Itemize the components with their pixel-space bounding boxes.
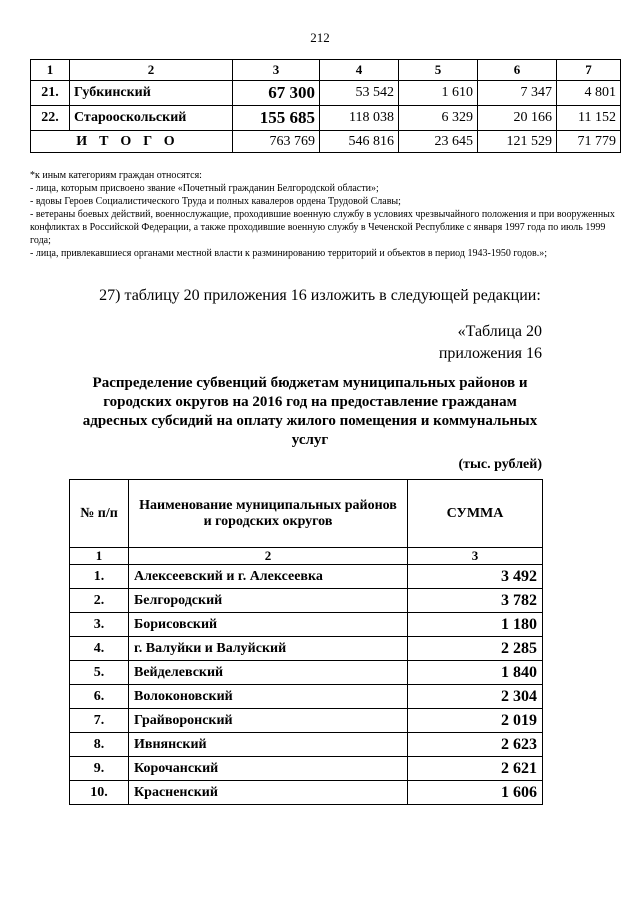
- value-cell: 67 300: [233, 81, 320, 106]
- sum-cell: 2 621: [408, 757, 543, 781]
- district-name: Корочанский: [129, 757, 408, 781]
- total-row: [31, 131, 621, 153]
- table-ref-line: «Таблица 20: [457, 323, 542, 340]
- header-cell: № п/п: [70, 480, 129, 548]
- sum-cell: 3 492: [408, 565, 543, 589]
- value-cell: 155 685: [233, 106, 320, 131]
- value-cell: 7 347: [478, 81, 557, 106]
- footnote-line: - лица, привлекавшиеся органами местной власти к разминированию территорий и объектов в период 1943-1950 годов.»;: [30, 248, 547, 259]
- sum-cell: 2 304: [408, 685, 543, 709]
- total-value: 763 769: [233, 131, 320, 153]
- row-number: 9.: [70, 757, 129, 781]
- total-value: 546 816: [320, 131, 399, 153]
- subheader-cell: 2: [129, 548, 408, 565]
- value-cell: 4 801: [557, 81, 621, 106]
- header-cell: 4: [320, 60, 399, 81]
- table-row: [70, 661, 543, 685]
- header-cell: 2: [70, 60, 233, 81]
- value-cell: 11 152: [557, 106, 621, 131]
- district-name: Старооскольский: [70, 106, 233, 131]
- district-name: Губкинский: [70, 81, 233, 106]
- table-row: [70, 589, 543, 613]
- table-row: [70, 733, 543, 757]
- table-row: [70, 613, 543, 637]
- header-cell: 7: [557, 60, 621, 81]
- header-cell: 1: [31, 60, 70, 81]
- value-cell: 6 329: [399, 106, 478, 131]
- sum-cell: 1 840: [408, 661, 543, 685]
- table-row: [70, 685, 543, 709]
- footnote-line: - ветераны боевых действий, военнослужащие, проходившие военную службу в условиях чрезвычайного положения и при вооруженных конфликтах в Российской Федерации, а также проходившие военную службу в Чеченской Республике с января 1997 года по июль 1999 года;: [30, 209, 615, 246]
- table-row: [31, 81, 621, 106]
- sum-cell: 1 606: [408, 781, 543, 805]
- header-cell: 5: [399, 60, 478, 81]
- table-subheader-row: [70, 548, 543, 565]
- row-number: 22.: [31, 106, 70, 131]
- page-number: 212: [310, 30, 330, 45]
- table-header-row: [31, 60, 621, 81]
- value-cell: 1 610: [399, 81, 478, 106]
- footnote-line: *к иным категориям граждан относятся:: [30, 170, 202, 181]
- sum-cell: 1 180: [408, 613, 543, 637]
- footnote-line: - вдовы Героев Социалистического Труда и полных кавалеров ордена Трудовой Славы;: [30, 196, 401, 207]
- district-name: г. Валуйки и Валуйский: [129, 637, 408, 661]
- district-name: Вейделевский: [129, 661, 408, 685]
- row-number: 6.: [70, 685, 129, 709]
- footnote: [30, 169, 621, 260]
- district-name: Красненский: [129, 781, 408, 805]
- total-value: 121 529: [478, 131, 557, 153]
- value-cell: 53 542: [320, 81, 399, 106]
- district-name: Ивнянский: [129, 733, 408, 757]
- table-reference: [439, 321, 542, 365]
- value-cell: 20 166: [478, 106, 557, 131]
- header-cell: СУММА: [408, 480, 543, 548]
- row-number: 2.: [70, 589, 129, 613]
- row-number: 10.: [70, 781, 129, 805]
- sum-cell: 2 285: [408, 637, 543, 661]
- total-value: 71 779: [557, 131, 621, 153]
- total-value: 23 645: [399, 131, 478, 153]
- header-cell: Наименование муниципальных районов и городских округов: [129, 480, 408, 548]
- district-name: Алексеевский и г. Алексеевка: [129, 565, 408, 589]
- district-name: Белгородский: [129, 589, 408, 613]
- district-name: Грайворонский: [129, 709, 408, 733]
- row-number: 5.: [70, 661, 129, 685]
- row-number: 8.: [70, 733, 129, 757]
- sum-cell: 3 782: [408, 589, 543, 613]
- table-row: [70, 565, 543, 589]
- sum-cell: 2 019: [408, 709, 543, 733]
- header-cell: 6: [478, 60, 557, 81]
- row-number: 7.: [70, 709, 129, 733]
- row-number: 3.: [70, 613, 129, 637]
- footnote-line: - лица, которым присвоено звание «Почетный гражданин Белгородской области»;: [30, 183, 379, 194]
- value-cell: 118 038: [320, 106, 399, 131]
- subheader-cell: 3: [408, 548, 543, 565]
- top-table: [30, 59, 621, 153]
- row-number: 21.: [31, 81, 70, 106]
- district-name: Волоконовский: [129, 685, 408, 709]
- sum-cell: 2 623: [408, 733, 543, 757]
- table-ref-line: приложения 16: [438, 345, 542, 362]
- main-table: [69, 479, 543, 805]
- document-title: Распределение субвенций бюджетам муниципальных районов и городских округов на 2016 год на предоставление гражданам адресных субсидий на оплату жилого помещения и коммунальных услуг: [82, 375, 538, 448]
- units-label: (тыс. рублей): [458, 457, 542, 472]
- district-name: Борисовский: [129, 613, 408, 637]
- subheader-cell: 1: [70, 548, 129, 565]
- table-row: [31, 106, 621, 131]
- total-label: ИТОГО: [31, 131, 233, 153]
- table-row: [70, 757, 543, 781]
- row-number: 1.: [70, 565, 129, 589]
- header-cell: 3: [233, 60, 320, 81]
- amendment-instruction: 27) таблицу 20 приложения 16 изложить в следующей редакции:: [99, 287, 541, 304]
- table-row: [70, 709, 543, 733]
- table-row: [70, 637, 543, 661]
- table-row: [70, 781, 543, 805]
- row-number: 4.: [70, 637, 129, 661]
- table-header-row: [70, 480, 543, 548]
